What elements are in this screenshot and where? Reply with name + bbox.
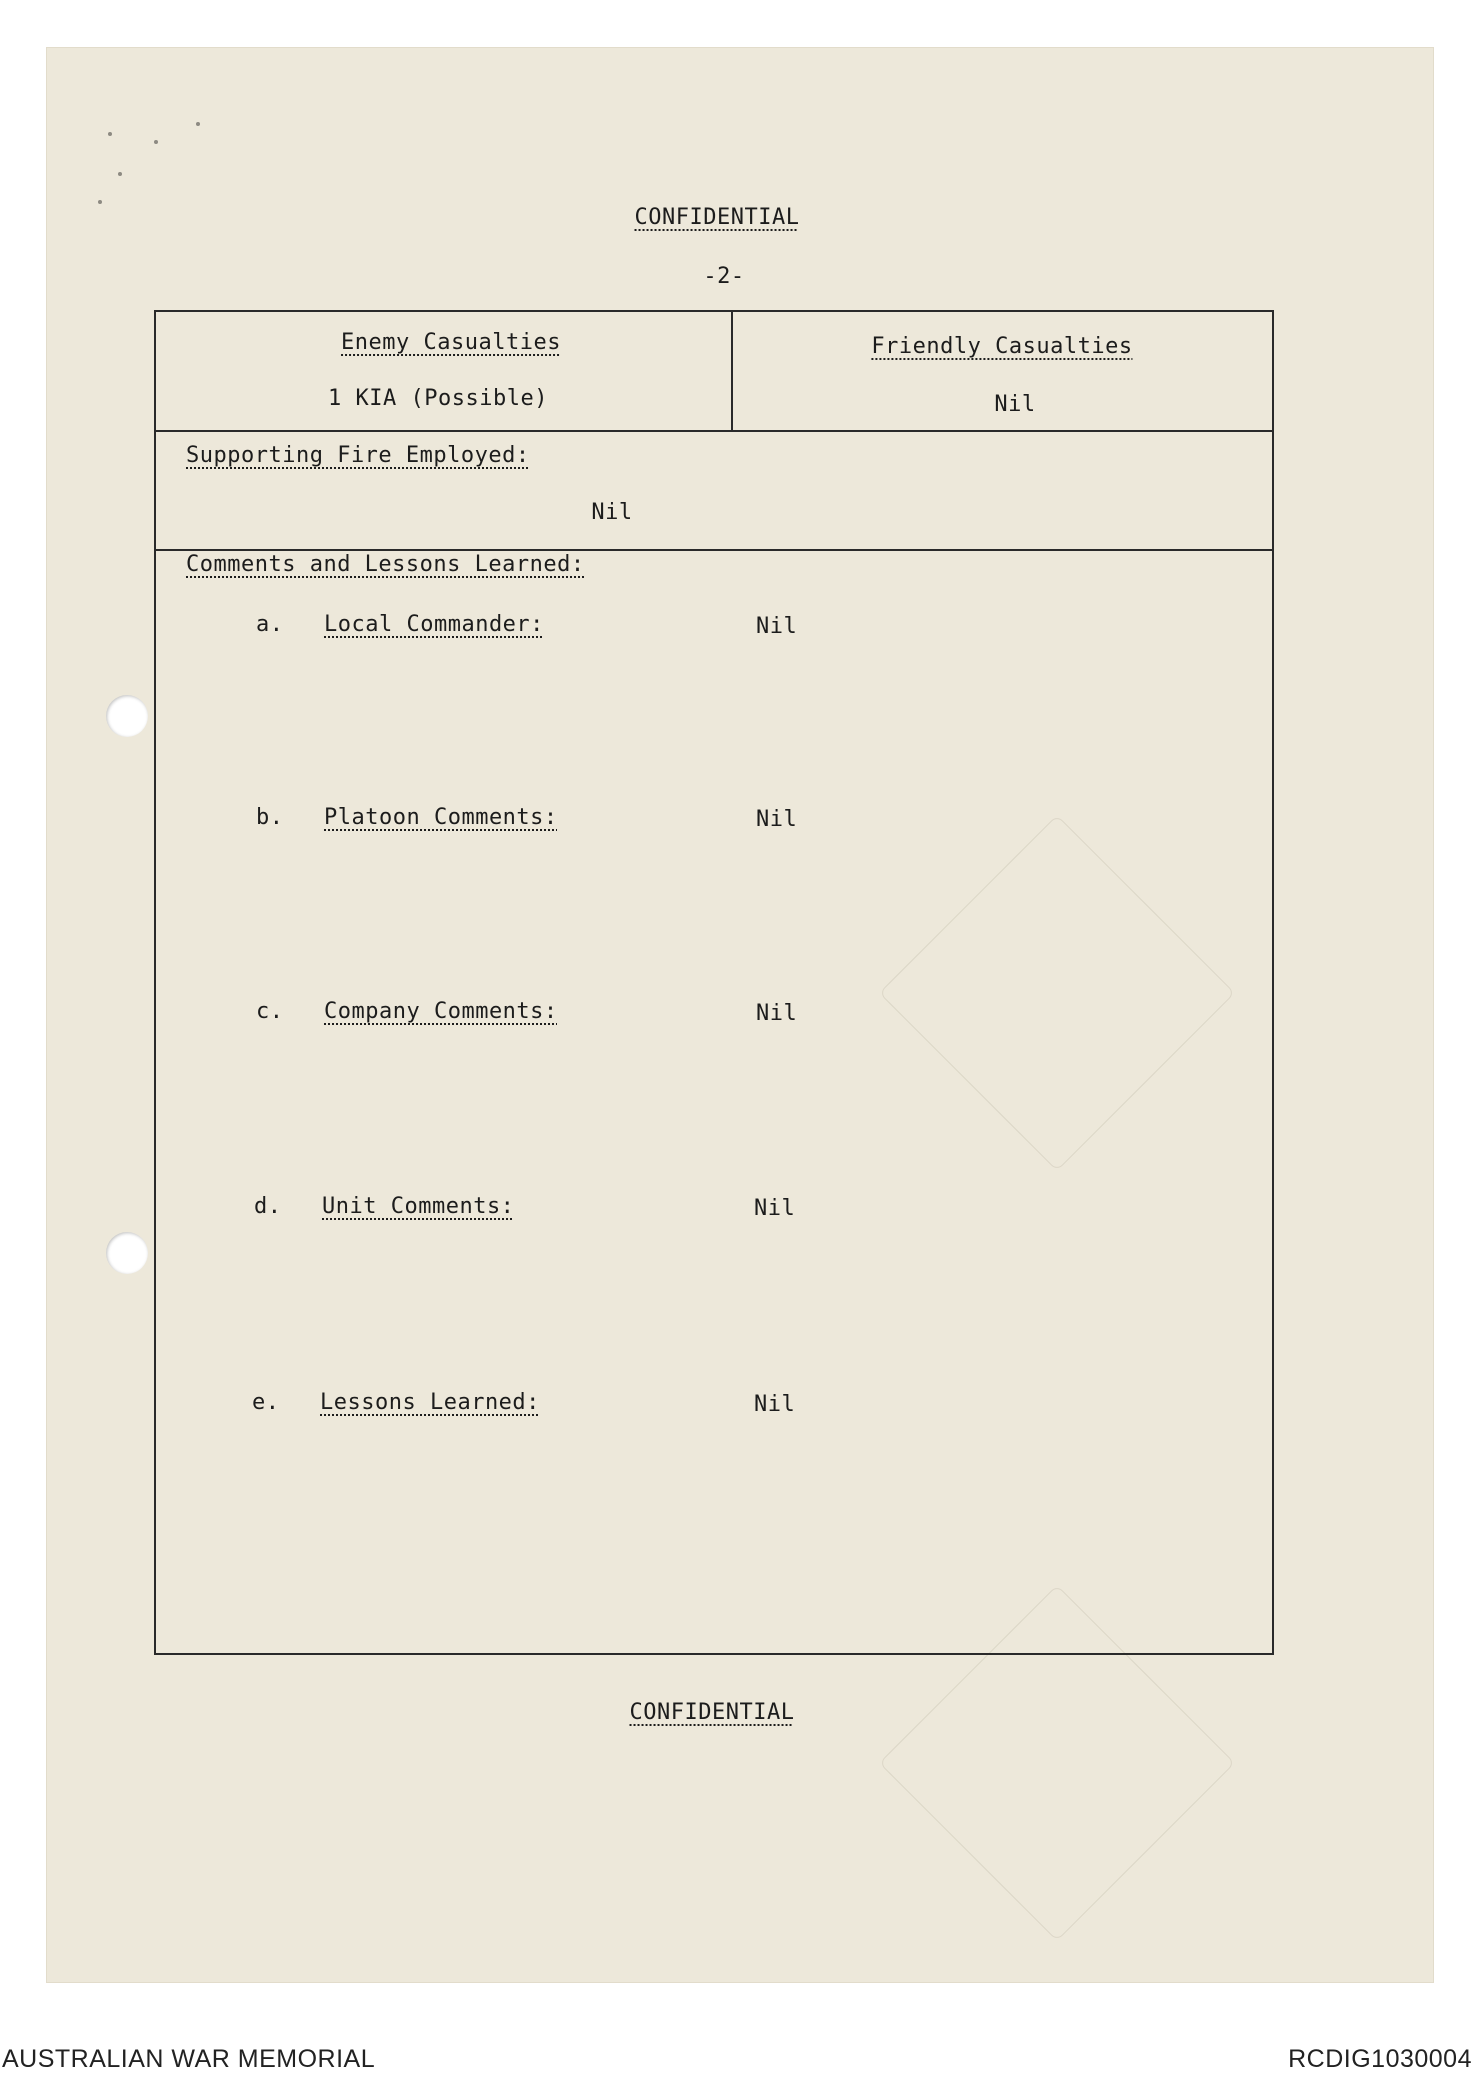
comment-label: Unit Comments:: [322, 1194, 515, 1219]
enemy-casualties-value: 1 KIA (Possible): [328, 386, 548, 411]
comment-value: Nil: [756, 807, 798, 832]
comments-label: Comments and Lessons Learned:: [186, 552, 585, 577]
institution-label: AUSTRALIAN WAR MEMORIAL: [2, 2045, 376, 2073]
paper-speck: [154, 140, 158, 144]
enemy-casualties-label: Enemy Casualties: [341, 330, 561, 355]
supporting-fire-label: Supporting Fire Employed:: [186, 443, 530, 468]
comment-value: Nil: [754, 1392, 796, 1417]
row-divider: [156, 430, 1272, 432]
paper-speck: [196, 122, 200, 126]
report-form: [154, 310, 1274, 1655]
reference-code: RCDIG1030004: [1288, 2045, 1472, 2073]
comment-letter: b.: [256, 805, 284, 830]
punch-hole: [106, 1232, 148, 1274]
paper-speck: [108, 132, 112, 136]
comment-letter: a.: [256, 612, 284, 637]
comment-letter: d.: [254, 1194, 282, 1219]
comment-value: Nil: [756, 1001, 798, 1026]
comment-letter: e.: [252, 1390, 280, 1415]
paper-speck: [118, 172, 122, 176]
friendly-casualties-value: Nil: [994, 392, 1036, 417]
comment-label: Local Commander:: [324, 612, 544, 637]
supporting-fire-value: Nil: [591, 500, 633, 525]
comment-label: Company Comments:: [324, 999, 558, 1024]
comment-label: Platoon Comments:: [324, 805, 558, 830]
footer-classification: CONFIDENTIAL: [629, 1700, 795, 1725]
paper-speck: [98, 200, 102, 204]
row-divider: [156, 549, 1272, 551]
comment-value: Nil: [754, 1196, 796, 1221]
header-classification: CONFIDENTIAL: [634, 205, 800, 230]
punch-hole: [106, 695, 148, 737]
comment-letter: c.: [256, 999, 284, 1024]
comment-value: Nil: [756, 614, 798, 639]
friendly-casualties-label: Friendly Casualties: [871, 334, 1133, 359]
column-divider: [731, 312, 733, 430]
page-number: -2-: [703, 264, 745, 289]
comment-label: Lessons Learned:: [320, 1390, 540, 1415]
